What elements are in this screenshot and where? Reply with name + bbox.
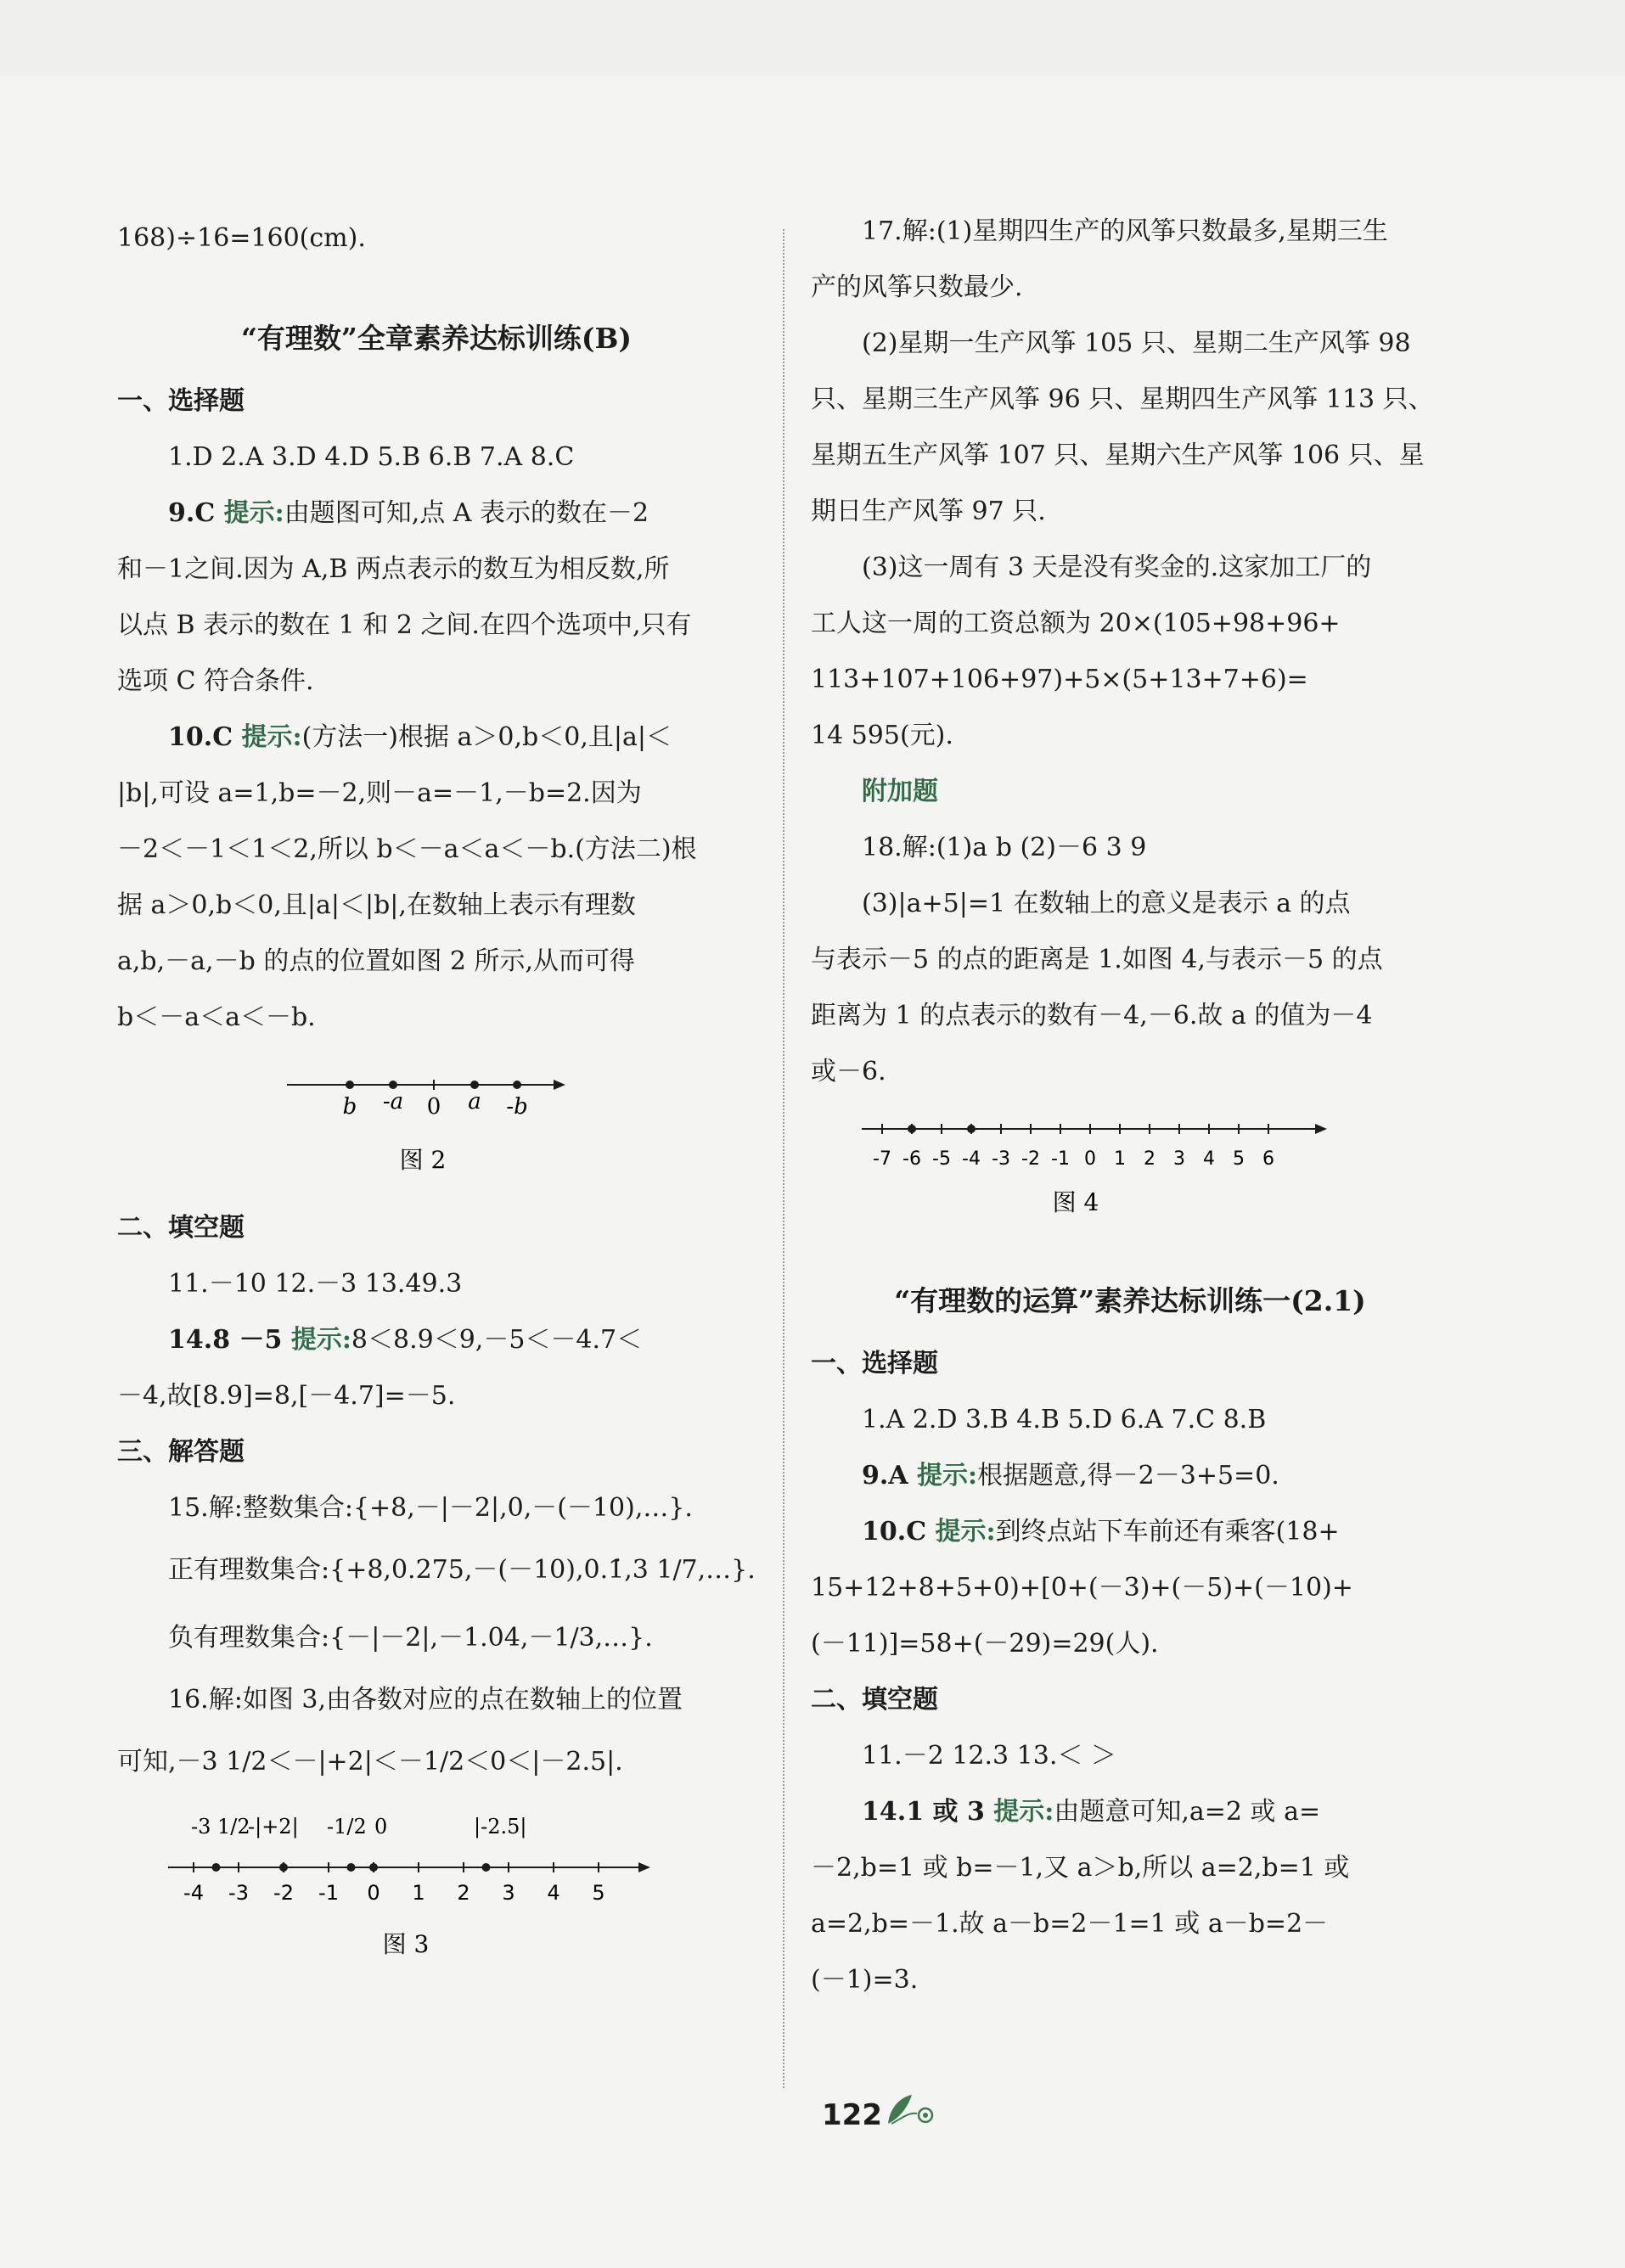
q17-line-9: 113+107+106+97)+5×(5+13+7+6)= [811,665,1308,694]
q10-line-2: |b|,可设 a=1,b=－2,则－a=－1,－b=2.因为 [117,778,642,808]
q17-line-5: 星期五生产风筝 107 只、星期六生产风筝 106 只、星 [811,441,1425,470]
q9-ops-number: 9.A [862,1461,918,1490]
figure-3 [117,1808,756,1961]
q10-text: (方法一)根据 a＞0,b＜0,且|a|＜ [301,722,672,752]
top-label-abs-neg-2-5: |-2.5| [474,1815,527,1839]
q16-line-1: 16.解:如图 3,由各数对应的点在数轴上的位置 [168,1685,683,1715]
q10-line-5: a,b,－a,－b 的点的位置如图 2 所示,从而可得 [117,946,636,976]
q17-line-8: 工人这一周的工资总额为 20×(105+98+96+ [811,609,1341,638]
tick-label: -3 [228,1881,249,1905]
tick-label: 5 [592,1881,605,1905]
fill-answers: 11.－10 12.－3 13.49.3 [168,1269,463,1299]
column-divider [783,229,784,2088]
tick-label: 6 [1262,1148,1274,1170]
hint-label: 提示: [917,1461,978,1490]
choice-answers: 1.D 2.A 3.D 4.D 5.B 6.B 7.A 8.C [168,442,575,472]
q10-ops-line-2: 15+12+8+5+0)+[0+(－3)+(－5)+(－10)+ [811,1573,1353,1603]
q9-line-3: 以点 B 表示的数在 1 和 2 之间.在四个选项中,只有 [117,610,692,640]
axis-arrow [638,1862,650,1872]
q9-ops-text: 根据题意,得－2－3+5=0. [977,1461,1279,1490]
top-label-neg-3-half: -3 1/2 [191,1815,250,1839]
q18-line-4: 距离为 1 的点表示的数有－4,－6.故 a 的值为－4 [811,1001,1373,1030]
tick-label: 0 [1084,1148,1096,1170]
q17-line-3: (2)星期一生产风筝 105 只、星期二生产风筝 98 [862,328,1411,358]
q10-line-1 [117,710,756,766]
tick-label: 2 [457,1881,470,1905]
q10-ops-text: 到终点站下车前还有乘客(18+ [995,1517,1340,1547]
tick-label: 1 [1114,1148,1126,1170]
tick-label: -2 [1021,1148,1040,1170]
point-a [470,1081,479,1089]
label-zero: 0 [426,1094,441,1120]
tick-label: -2 [273,1881,294,1905]
leaf-ornament-icon [883,2090,942,2129]
left-column [117,211,756,1968]
label-b: b [342,1094,357,1120]
point-neg-6 [908,1125,916,1133]
top-label-neg-half: -1/2 [327,1815,367,1839]
figure-2 [117,1058,756,1176]
q14-ops-line-4: (－1)=3. [811,1965,919,1995]
tick-label: 1 [412,1881,425,1905]
label-a: a [468,1089,481,1114]
number-line-fig2 [117,1058,756,1176]
subheading-solve: 三、解答题 [117,1437,245,1467]
right-column [811,204,1449,2008]
label-neg-b: -b [506,1094,528,1120]
q15-line-2: 正有理数集合:{+8,0.275,－(－10),0.1̇,3 1/7,…}. [168,1555,756,1585]
fill-answers-2: 11.－2 12.3 13.＜ ＞ [862,1741,1116,1771]
continued-text: 168)÷16=160(cm). [117,223,366,253]
tick-label: -4 [962,1148,981,1170]
q14-ops-line-2: －2,b=1 或 b=－1,又 a＞b,所以 a=2,b=1 或 [811,1853,1350,1883]
subheading-fill: 二、填空题 [117,1213,245,1243]
q17-line-7: (3)这一周有 3 天是没有奖金的.这家加工厂的 [862,553,1372,582]
tick-label: 4 [547,1881,560,1905]
point-b [346,1081,354,1089]
tick-label: 5 [1233,1148,1245,1170]
point-neg-4 [967,1125,976,1133]
top-label-zero: 0 [374,1815,388,1839]
fig3-point [279,1863,288,1872]
q9-text: 由题图可知,点 A 表示的数在－2 [284,498,649,528]
tick-label: 2 [1144,1148,1155,1170]
number-line-fig3 [117,1808,756,1961]
q17-line-6: 期日生产风筝 97 只. [811,497,1046,526]
q10-line-6: b＜－a＜a＜－b. [117,1002,316,1032]
fig3-point [482,1863,491,1872]
fig3-point [369,1863,378,1872]
hint-label: 提示: [223,498,284,528]
label-neg-a: -a [382,1089,404,1114]
q17-line-10: 14 595(元). [811,721,953,750]
tick-label: -5 [932,1148,951,1170]
page-top-band [0,0,1625,76]
q14-line-2: －4,故[8.9]=8,[－4.7]=－5. [117,1381,456,1411]
hint-label: 提示: [993,1797,1054,1827]
q14-ops-text: 由题意可知,a=2 或 a= [1054,1797,1321,1827]
q15-line-1: 15.解:整数集合:{+8,－|－2|,0,－(－10),…}. [168,1493,693,1523]
q14-text: 8＜8.9＜9,－5＜－4.7＜ [351,1325,643,1355]
q18-line-2: (3)|a+5|=1 在数轴上的意义是表示 a 的点 [862,889,1351,918]
q10-ops-line-1 [811,1504,1449,1560]
q14-ops-line-3: a=2,b=－1.故 a－b=2－1=1 或 a－b=2－ [811,1909,1329,1939]
q10-line-3: －2＜－1＜1＜2,所以 b＜－a＜a＜－b.(方法二)根 [117,834,697,864]
q17-line-4: 只、星期三生产风筝 96 只、星期四生产风筝 113 只、 [811,385,1434,414]
axis-arrow [554,1080,565,1090]
axis-arrow [1315,1124,1327,1134]
subheading-choice-2: 一、选择题 [811,1349,938,1378]
q17-line-2: 产的风筝只数最少. [811,272,1023,302]
number-line-fig4 [811,1112,1449,1222]
fig3-point [347,1863,356,1872]
tick-label: 4 [1203,1148,1215,1170]
tick-label: 0 [367,1881,380,1905]
q9-ops-line-1 [811,1448,1449,1504]
q14-ops-line-1 [811,1784,1449,1840]
caption-fig3: 图 3 [382,1930,430,1958]
fig3-point [212,1863,221,1872]
q14-line-1 [117,1312,756,1368]
tick-label: -1 [1051,1148,1070,1170]
hint-label: 提示: [241,722,302,752]
section-heading-b: “有理数”全章素养达标训练(B) [240,322,633,355]
tick-label: 3 [1173,1148,1185,1170]
subheading-fill-2: 二、填空题 [811,1685,938,1715]
q15-line-3: 负有理数集合:{－|－2|,－1.04,－1/3,…}. [168,1623,653,1653]
extra-heading: 附加题 [862,777,938,806]
tick-label: -3 [992,1148,1010,1170]
tick-label: -4 [183,1881,204,1905]
q9-number: 9.C [168,498,224,528]
caption-fig2: 图 2 [399,1146,447,1174]
top-label-neg-abs-2: -|+2| [248,1815,299,1839]
q10-ops-number: 10.C [862,1517,936,1547]
page-number: 122 [822,2098,882,2132]
hint-label: 提示: [935,1517,996,1547]
tick-label: 3 [502,1881,515,1905]
q10-number: 10.C [168,722,242,752]
q14-number: 14.8 －5 [168,1325,291,1355]
q18-line-1: 18.解:(1)a b (2)－6 3 9 [862,833,1147,862]
choice-answers-2: 1.A 2.D 3.B 4.B 5.D 6.A 7.C 8.B [862,1405,1267,1434]
q17-line-1: 17.解:(1)星期四生产的风筝只数最多,星期三生 [862,216,1388,246]
q10-line-4: 据 a＞0,b＜0,且|a|＜|b|,在数轴上表示有理数 [117,890,636,920]
q9-line-4: 选项 C 符合条件. [117,666,314,696]
point-neg-a [389,1081,397,1089]
point-neg-b [513,1081,521,1089]
q10-ops-line-3: (－11)]=58+(－29)=29(人). [811,1629,1159,1659]
tick-label: -7 [873,1148,891,1170]
hint-label: 提示: [290,1325,351,1355]
q18-line-5: 或－6. [811,1057,886,1086]
q14-ops-number: 14.1 或 3 [862,1797,994,1827]
q9-line-2: 和－1之间.因为 A,B 两点表示的数互为相反数,所 [117,554,670,584]
tick-label: -6 [902,1148,921,1170]
q18-line-3: 与表示－5 的点的距离是 1.如图 4,与表示－5 的点 [811,945,1383,974]
figure-4 [811,1112,1449,1222]
subheading-choice: 一、选择题 [117,386,245,416]
section-heading-ops: “有理数的运算”素养达标训练一(2.1) [894,1284,1366,1317]
caption-fig4: 图 4 [1052,1188,1099,1216]
q16-line-2: 可知,－3 1/2＜－|+2|＜－1/2＜0＜|－2.5|. [117,1747,623,1777]
tick-label: -1 [318,1881,339,1905]
q9-line-1 [117,486,756,542]
